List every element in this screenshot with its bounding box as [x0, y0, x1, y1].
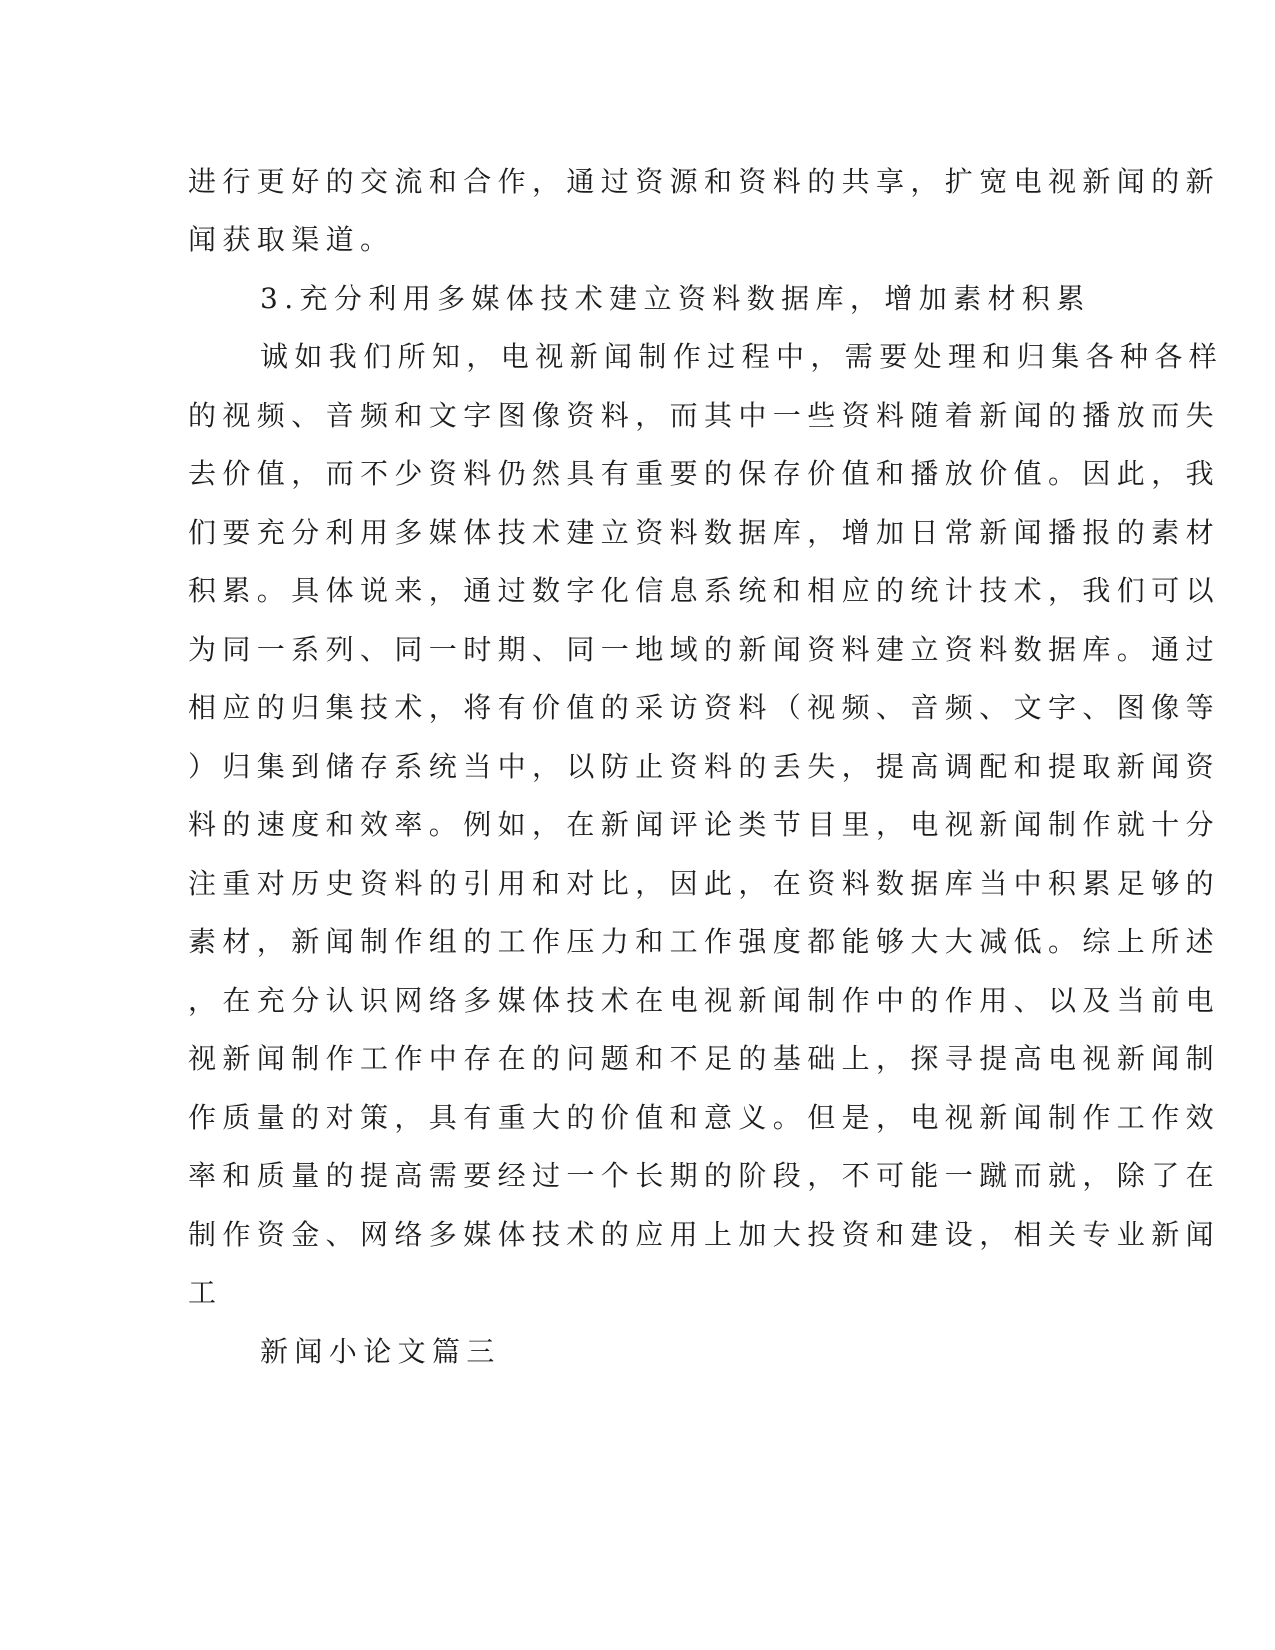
next-section-title: 新闻小论文篇三 — [260, 1335, 501, 1368]
paragraph-line: 工 — [188, 1276, 223, 1309]
paragraph-line: 积累。具体说来，通过数字化信息系统和相应的统计技术，我们可以 — [188, 574, 1221, 607]
paragraph-line: ）归集到储存系统当中，以防止资料的丢失，提高调配和提取新闻资 — [188, 750, 1221, 783]
paragraph-line: 视新闻制作工作中存在的问题和不足的基础上，探寻提高电视新闻制 — [188, 1042, 1221, 1075]
paragraph-line: 诚如我们所知，电视新闻制作过程中，需要处理和归集各种各样 — [260, 340, 1224, 373]
section-heading: 3.充分利用多媒体技术建立资料数据库，增加素材积累 — [260, 282, 1091, 315]
paragraph-line: 素材，新闻制作组的工作压力和工作强度都能够大大减低。综上所述 — [188, 925, 1221, 958]
paragraph-line: 率和质量的提高需要经过一个长期的阶段，不可能一蹴而就，除了在 — [188, 1159, 1221, 1192]
paragraph-line: 相应的归集技术，将有价值的采访资料（视频、音频、文字、图像等 — [188, 691, 1221, 724]
paragraph-line: 们要充分利用多媒体技术建立资料数据库，增加日常新闻播报的素材 — [188, 516, 1221, 549]
paragraph-line: 闻获取渠道。 — [188, 223, 395, 256]
paragraph-line: 料的速度和效率。例如，在新闻评论类节目里，电视新闻制作就十分 — [188, 808, 1221, 841]
paragraph-line: 作质量的对策，具有重大的价值和意义。但是，电视新闻制作工作效 — [188, 1101, 1221, 1134]
paragraph-line: 去价值，而不少资料仍然具有重要的保存价值和播放价值。因此，我 — [188, 457, 1221, 490]
paragraph-line: 的视频、音频和文字图像资料，而其中一些资料随着新闻的播放而失 — [188, 399, 1221, 432]
paragraph-line: ，在充分认识网络多媒体技术在电视新闻制作中的作用、以及当前电 — [188, 984, 1221, 1017]
paragraph-line: 注重对历史资料的引用和对比，因此，在资料数据库当中积累足够的 — [188, 867, 1221, 900]
paragraph-line: 为同一系列、同一时期、同一地域的新闻资料建立资料数据库。通过 — [188, 633, 1221, 666]
paragraph-line: 制作资金、网络多媒体技术的应用上加大投资和建设，相关专业新闻 — [188, 1218, 1221, 1251]
paragraph-line: 进行更好的交流和合作，通过资源和资料的共享，扩宽电视新闻的新 — [188, 165, 1221, 198]
